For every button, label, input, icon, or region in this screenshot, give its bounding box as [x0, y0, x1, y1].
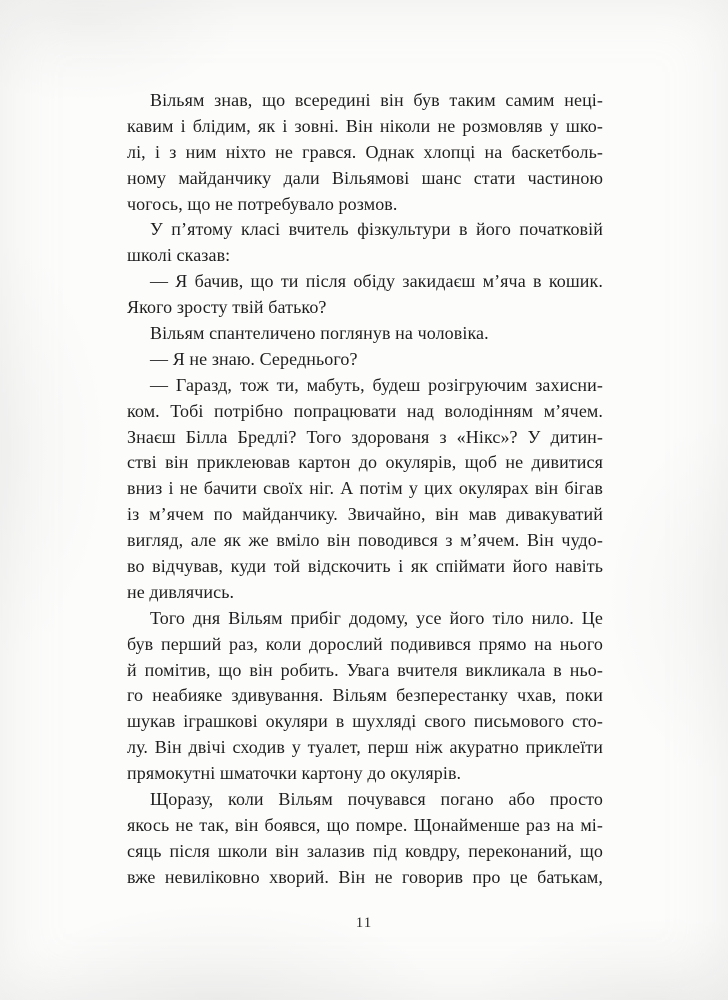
text-line: й помітив, що він робить. Увага вчителя викликала в ньо- [127, 659, 603, 680]
text-line: вниз і не бачити своїх ніг. А потім у цих окулярах він бігав [127, 478, 603, 499]
text-line: чогось, що не потребувало розмов. [127, 193, 398, 214]
text-line: ком. Тобі потрібно попрацювати над володінням м’ячем. [127, 400, 603, 421]
body-text [127, 88, 603, 891]
text-line: го неабияке здивування. Вільям безперестанку чхав, поки [127, 685, 603, 706]
text-line: У п’ятому класі вчитель фізкультури в його початковій [150, 219, 603, 240]
paragraph [127, 88, 603, 217]
text-line: лі, і з ним ніхто не грався. Однак хлопці на баскетболь- [127, 141, 603, 162]
text-line: Вільям спантеличено поглянув на чоловіка. [150, 323, 489, 344]
paragraph [127, 321, 603, 347]
paragraph [127, 347, 603, 373]
page-number: 11 [355, 915, 373, 931]
text-line: шукав іграшкові окуляри в шухляді свого письмового сто- [127, 711, 603, 732]
paragraph [127, 787, 603, 891]
text-line: — Я не знаю. Середнього? [150, 348, 358, 369]
text-line: вигляд, але як же вміло він поводився з м’ячем. Він чудо- [127, 530, 603, 551]
text-line: стві він приклеював картон до окулярів, щоб не дивитися [127, 452, 603, 473]
text-line: во відчував, куди той відскочить і як спіймати його навіть [127, 556, 603, 577]
text-line: прямокутні шматочки картону до окулярів. [127, 763, 462, 784]
text-line: вже невиліковно хворий. Він не говорив про це батькам, [127, 866, 603, 887]
text-line: — Я бачив, що ти після обіду закидаєш м’яча в кошик. [150, 271, 603, 292]
paragraph [127, 217, 603, 269]
paragraph [127, 606, 603, 787]
text-line: сяць після школи він залазив під ковдру, переконаний, що [127, 840, 603, 861]
text-line: був перший раз, коли дорослий подивився прямо на нього [127, 633, 603, 654]
text-line: Того дня Вільям прибіг додому, усе його тіло нило. Це [150, 607, 603, 628]
text-line: Знаєш Білла Бредлі? Того здорованя з «Нікс»? У дитин- [127, 426, 603, 447]
text-line: із м’ячем по майданчику. Звичайно, він мав дивакуватий [127, 504, 603, 525]
text-line: не дивлячись. [127, 581, 235, 602]
text-line: кавим і блідим, як і зовні. Він ніколи не розмовляв у шко- [127, 115, 603, 136]
paragraph [127, 373, 603, 606]
text-line: лу. Він двічі сходив у туалет, перш ніж акуратно приклеїти [127, 737, 603, 758]
text-line: Якого зросту твій батько? [127, 297, 327, 318]
text-line: ному майданчику дали Вільямові шанс стати частиною [127, 167, 603, 188]
text-line: — Гаразд, тож ти, мабуть, будеш розігруючим захисни- [150, 374, 603, 395]
text-line: Вільям знав, що всередині він був таким самим неці- [150, 90, 603, 110]
text-line: якось не так, він боявся, що помре. Щонайменше раз на мі- [127, 814, 603, 835]
paragraph [127, 269, 603, 321]
text-line: школі сказав: [127, 245, 231, 266]
text-line: Щоразу, коли Вільям почувався погано або просто [150, 789, 603, 810]
